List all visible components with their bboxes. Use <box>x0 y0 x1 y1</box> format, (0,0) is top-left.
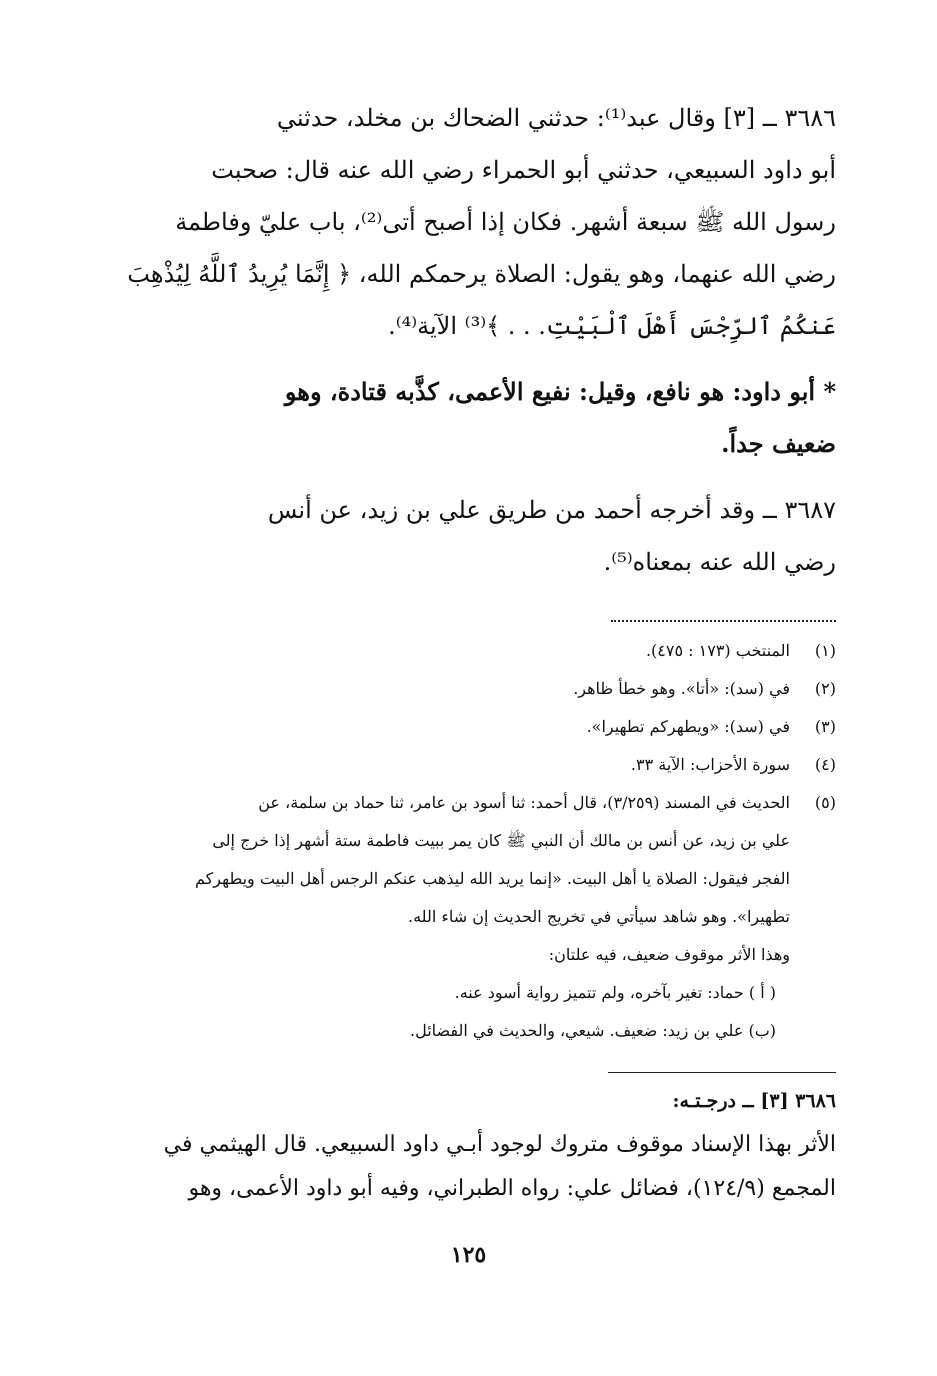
entry-3687-line-1: ٣٦٨٧ ــ وقد أخرجه أحمد من طريق علي بن زيد، عن أنس <box>267 496 836 524</box>
entry-3687 <box>110 484 836 588</box>
footnote-number: (٥) <box>814 793 836 812</box>
footnote-5-cause-b: (ب) علي بن زيد: ضعيف. شيعي، والحديث في الفضائل. <box>410 1021 776 1040</box>
footnote-5-line-5: وهذا الأثر موقوف ضعيف، فيه علتان: <box>548 945 790 964</box>
page-number: ١٢٥ <box>450 1242 487 1267</box>
entry-3686-line-2: أبو داود السبيعي، حدثني أبو الحمراء رضي الله عنه قال: صحبت <box>211 156 836 184</box>
narrator-note-line-1: * أبو داود: هو نافع، وقيل: نفيع الأعمى، كذَّبه قتادة، وهو <box>284 377 836 406</box>
footnote-text: سورة الأحزاب: الآية ٣٣. <box>630 755 790 774</box>
footnote-1 <box>110 632 836 670</box>
page-body <box>110 92 836 1362</box>
footnote-5 <box>110 784 836 822</box>
entry-3686-line-4: رضي الله عنهما، وهو يقول: الصلاة يرحمكم الله، ﴿ إِنَّمَا يُرِيدُ ٱللَّهُ لِيُذْهِبَ <box>127 260 836 288</box>
footnote-number: (٢) <box>814 679 836 698</box>
entry-3687-line-2: رضي الله عنه بمعناه⁽⁵⁾. <box>603 548 836 576</box>
entry-3686-line-3: رسول الله ﷺ سبعة أشهر. فكان إذا أصبح أتى⁽²⁾، باب عليّ وفاطمة <box>175 208 836 236</box>
footnote-number: (١) <box>814 641 836 660</box>
footnote-separator <box>611 620 836 632</box>
footnote-5-cause-a: ( أ ) حماد: تغير بآخره، ولم تتميز رواية أسود عنه. <box>454 983 776 1002</box>
footnote-text: المنتخب (١٧٣ : ٤٧٥). <box>645 641 790 660</box>
footnotes <box>110 632 836 1050</box>
footnote-text: الحديث في المسند (٣/٢٥٩)، قال أحمد: ثنا أسود بن عامر، ثنا حماد بن سلمة، عن <box>258 793 790 812</box>
degree-body <box>110 1123 836 1211</box>
degree-heading: ٣٦٨٦ [٣] ــ درجـتـه: <box>672 1090 836 1112</box>
footnote-2 <box>110 670 836 708</box>
entry-3686-line-5: عَنكُمُ ٱلرِّجْسَ أَهْلَ ٱلْبَيْتِ. . . ﴾⁽³⁾ الآية⁽⁴⁾. <box>388 312 836 340</box>
degree-separator <box>608 1072 836 1073</box>
narrator-note <box>110 366 836 470</box>
footnote-5-line-2: علي بن زيد، عن أنس بن مالك أن النبي ﷺ كان يمر ببيت فاطمة ستة أشهر إذا خرج إلى <box>212 831 790 850</box>
entry-3686 <box>110 92 836 352</box>
footnote-number: (٤) <box>814 755 836 774</box>
narrator-note-line-2: ضعيف جداً. <box>721 429 836 458</box>
footnote-3 <box>110 708 836 746</box>
footnote-text: في (سد): «أتا». وهو خطأ ظاهر. <box>573 679 790 698</box>
footnote-4 <box>110 746 836 784</box>
degree-line-2: المجمع (١٢٤/٩)، فضائل علي: رواه الطبراني، وفيه أبو داود الأعمى، وهو <box>188 1176 836 1201</box>
footnote-number: (٣) <box>814 717 836 736</box>
footnote-5-line-3: الفجر فيقول: الصلاة يا أهل البيت. «إنما يريد الله ليذهب عنكم الرجس أهل البيت ويطهركم <box>195 869 790 888</box>
entry-3686-line-1: ٣٦٨٦ ــ [٣] وقال عبد⁽¹⁾: حدثني الضحاك بن مخلد، حدثني <box>276 104 836 132</box>
footnote-5-line-4: تطهيرا». وهو شاهد سيأتي في تخريج الحديث إن شاء الله. <box>407 907 790 926</box>
degree-line-1: الأثر بهذا الإسناد موقوف متروك لوجود أبـي داود السبيعي. قال الهيثمي في <box>163 1132 836 1157</box>
footnote-text: في (سد): «ويطهركم تطهيرا». <box>586 717 790 736</box>
